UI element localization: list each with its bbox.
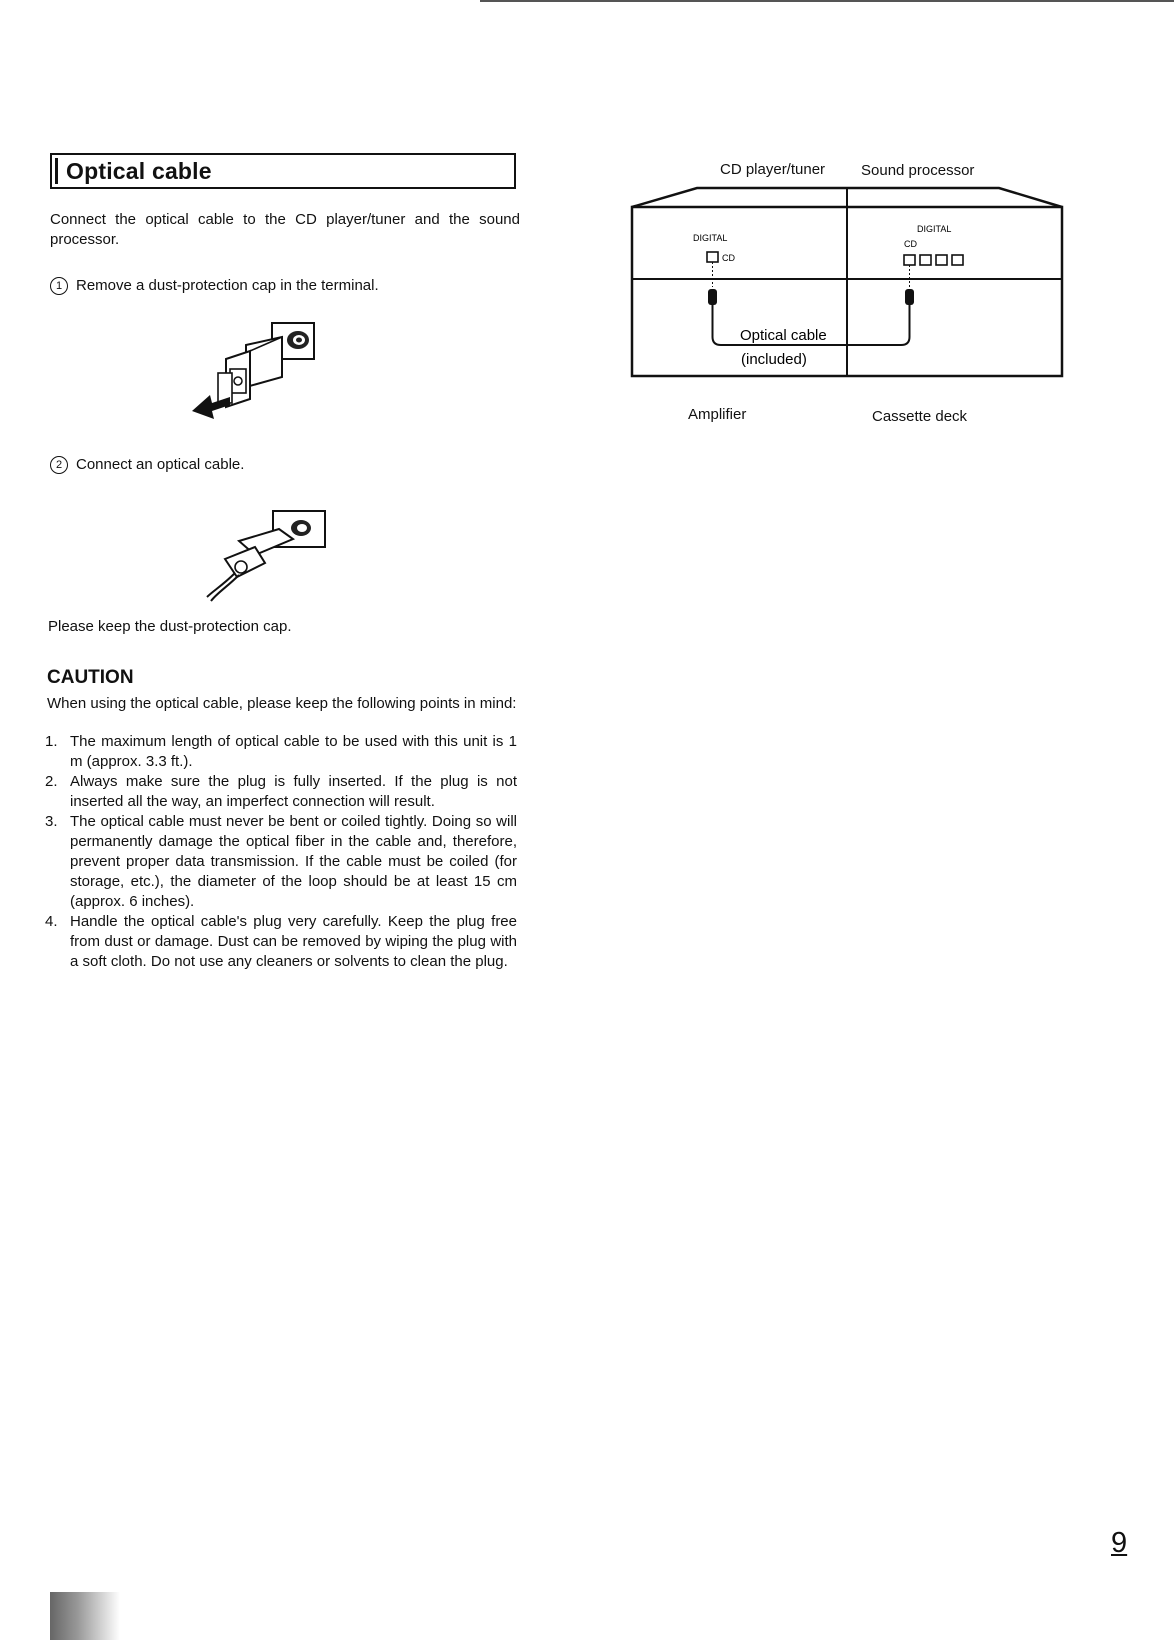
caution-item-text: Handle the optical cable's plug very carefully. Keep the plug free from dust or damage. Dust can be removed by wiping the plug with a soft cloth. Do not use any cleaners or solvents to clean the plug. — [70, 913, 517, 970]
caution-item — [45, 812, 517, 912]
step-1-text: Remove a dust-protection cap in the terminal. — [76, 277, 379, 294]
caution-item-text: Always make sure the plug is fully inserted. If the plug is not inserted all the way, an imperfect connection will result. — [70, 773, 517, 810]
intro-text: Connect the optical cable to the CD player/tuner and the sound processor. — [50, 211, 520, 248]
cd-player-tuner-label: CD player/tuner — [720, 161, 826, 178]
caution-item-text: The optical cable must never be bent or coiled tightly. Doing so will permanently damage the optical fiber in the cable and, therefore, prevent proper data transmission. If the cable must be coiled (for storage, etc.), the diameter of the loop should be at least 15 cm (approx. 6 inches). — [70, 813, 517, 910]
caution-title: CAUTION — [47, 667, 134, 688]
cassette-deck-label: Cassette deck — [872, 408, 968, 425]
right-cd-label: CD — [904, 239, 917, 249]
connection-diagram — [625, 185, 1065, 395]
step-1-number: 1 — [50, 277, 68, 295]
step-1 — [50, 276, 379, 296]
caution-item-text: The maximum length of optical cable to be used with this unit is 1 m (approx. 3.3 ft.). — [70, 733, 517, 770]
keep-cap-note: Please keep the dust-protection cap. — [48, 618, 292, 635]
section-title: Optical cable — [66, 158, 212, 184]
caution-item-number: 2. — [45, 773, 58, 790]
caution-item — [45, 912, 517, 972]
page-number: 9 — [1111, 1527, 1128, 1559]
caution-list — [45, 732, 517, 972]
cable-note: (included) — [741, 351, 807, 368]
caution-intro: When using the optical cable, please keep the following points in mind: — [47, 695, 517, 712]
caution-item — [45, 772, 517, 812]
step-2-number: 2 — [50, 456, 68, 474]
step-2 — [50, 455, 244, 475]
caution-item — [45, 732, 517, 772]
top-rule — [480, 0, 1174, 2]
caution-item-number: 1. — [45, 733, 58, 750]
sound-processor-label: Sound processor — [861, 162, 975, 179]
section-header-bar — [55, 158, 58, 184]
connect-cable-illustration — [205, 505, 340, 605]
section-header — [50, 153, 516, 189]
caution-item-number: 3. — [45, 813, 58, 830]
left-digital-label: DIGITAL — [693, 233, 728, 243]
scan-smudge — [50, 1592, 120, 1640]
amplifier-label: Amplifier — [688, 406, 747, 423]
step-2-text: Connect an optical cable. — [76, 456, 245, 473]
right-digital-label: DIGITAL — [917, 224, 952, 234]
cable-label: Optical cable — [740, 327, 827, 344]
caution-item-number: 4. — [45, 913, 58, 930]
remove-cap-illustration — [190, 315, 330, 420]
left-cd-label: CD — [722, 253, 735, 263]
